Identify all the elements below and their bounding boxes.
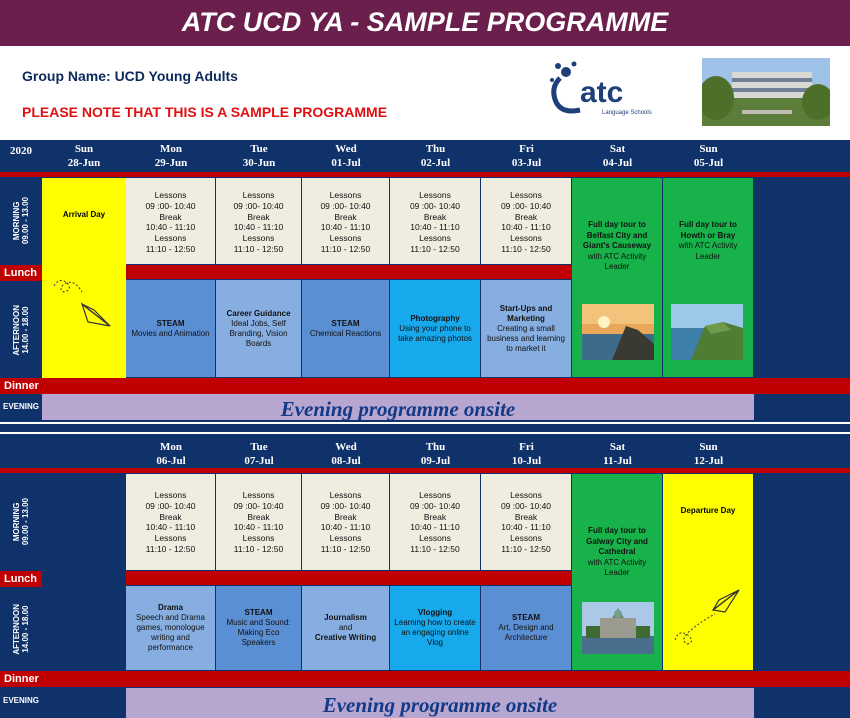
lesson-cell: Lessons 09 :00- 10:40 Break 10:40 - 11:10 Lessons 11:10 - 12:50 [302,178,389,264]
lesson-cell: Lessons 09 :00- 10:40 Break 10:40 - 11:10 Lessons 11:10 - 12:50 [216,474,301,570]
afternoon-activity: STEAM Chemical Reactions [302,280,389,377]
svg-text:Language Schools: Language Schools [602,110,652,116]
dinner-row [0,378,850,394]
week1-day-5: Fri 03-Jul [511,143,542,169]
week2-day-3: Thu 09-Jul [420,441,451,467]
evening-label: EVENING [2,402,39,411]
evening-programme: Evening programme onsite [42,394,754,420]
week1-day-6: Sat 04-Jul [602,143,633,169]
sat-tour-cell: Full day tour to Belfast City and Giant's Causeway with ATC Activity Leader [572,178,662,377]
lesson-cell: Lessons 09 :00- 10:40 Break 10:40 - 11:10 Lessons 11:10 - 12:50 [390,178,480,264]
group-name: Group Name: UCD Young Adults [22,68,238,84]
week1-day-4: Thu 02-Jul [420,143,451,169]
week1-day-3: Wed 01-Jul [331,143,361,169]
week1-day-1: Mon 29-Jun [154,143,188,169]
afternoon-activity: Photography Using your phone to take amazing photos [390,280,480,377]
howth-photo [671,304,743,360]
week2-day-6: Sun 12-Jul [693,441,724,467]
arrival-day-label: Arrival Day [62,210,106,219]
page-title: ATC UCD YA - SAMPLE PROGRAMME [0,0,850,46]
afternoon-activity: STEAM Movies and Animation [126,280,215,377]
afternoon-activity: Start-Ups and Marketing Creating a small business and learning to market it [481,280,571,377]
week1-day-7: Sun 05-Jul [693,143,724,169]
lesson-cell: Lessons 09 :00- 10:40 Break 10:40 - 11:10 Lessons 11:10 - 12:50 [481,474,571,570]
lunch-label: Lunch [0,571,42,587]
evening-programme: Evening programme onsite [126,688,754,718]
afternoon-label: AFTERNOON 14.00 - 18.00 [12,603,30,655]
arrival-day-cell [42,178,126,378]
sat-tour-cell: Full day tour to Galway City and Cathedral with ATC Activity Leader [572,474,662,670]
week2-day-5: Sat 11-Jul [603,441,632,467]
lesson-cell: Lessons 09 :00- 10:40 Break 10:40 - 11:10 Lessons 11:10 - 12:50 [126,474,215,570]
paper-plane-icon [669,584,745,648]
morning-label: MORNING 09.00 - 13.00 [12,498,30,546]
paper-plane-icon [50,274,120,334]
week-separator-bar [0,424,850,432]
svg-text:atc: atc [580,76,624,109]
coast-photo [582,304,654,360]
header-divider [0,172,850,177]
evening-label: EVENING [2,696,39,705]
campus-photo [702,58,830,126]
lesson-cell: Lessons 09 :00- 10:40 Break 10:40 - 11:10 Lessons 11:10 - 12:50 [302,474,389,570]
departure-day-label: Departure Day [680,506,736,515]
lesson-cell: Lessons 09 :00- 10:40 Break 10:40 - 11:10 Lessons 11:10 - 12:50 [216,178,301,264]
lesson-cell: Lessons 09 :00- 10:40 Break 10:40 - 11:10 Lessons 11:10 - 12:50 [126,178,215,264]
sample-note: PLEASE NOTE THAT THIS IS A SAMPLE PROGRAMME [22,104,388,120]
week2-day-4: Fri 10-Jul [511,441,542,467]
atc-logo [546,58,656,124]
galway-cathedral-photo [582,602,654,654]
dinner-label: Dinner [4,673,39,685]
dinner-row [0,671,850,687]
week2-day-0: Mon 06-Jul [156,441,186,467]
lunch-bar [126,571,572,585]
morning-label: MORNING 09.00 - 13.00 [12,197,30,245]
afternoon-label: AFTERNOON 14.00 - 18.00 [12,304,30,356]
lunch-label: Lunch [0,265,42,281]
header-divider [0,468,850,473]
afternoon-activity: STEAM Music and Sound: Making Eco Speakers [216,586,301,670]
lesson-cell: Lessons 09 :00- 10:40 Break 10:40 - 11:10 Lessons 11:10 - 12:50 [481,178,571,264]
week2-day-2: Wed 08-Jul [331,441,361,467]
afternoon-activity: STEAM Art, Design and Architecture [481,586,571,670]
week1-day-2: Tue 30-Jun [242,143,276,169]
sun-tour-cell: Full day tour to Howth or Bray with ATC Activity Leader [663,178,753,377]
afternoon-activity: Journalism and Creative Writing [302,586,389,670]
afternoon-activity: Drama Speech and Drama games, monologue writing and performance [126,586,215,670]
week2-day-1: Tue 07-Jul [244,441,274,467]
week1-day-0: Sun 28-Jun [67,143,101,169]
lunch-bar [126,265,572,279]
year-label: 2020 [10,145,32,157]
afternoon-activity: Career Guidance Ideal Jobs, Self Branding, Vision Boards [216,280,301,377]
departure-day-cell [663,474,753,670]
afternoon-activity: Vlogging Learning how to create an engaging online Vlog [390,586,480,670]
lesson-cell: Lessons 09 :00- 10:40 Break 10:40 - 11:10 Lessons 11:10 - 12:50 [390,474,480,570]
dinner-label: Dinner [4,380,39,392]
